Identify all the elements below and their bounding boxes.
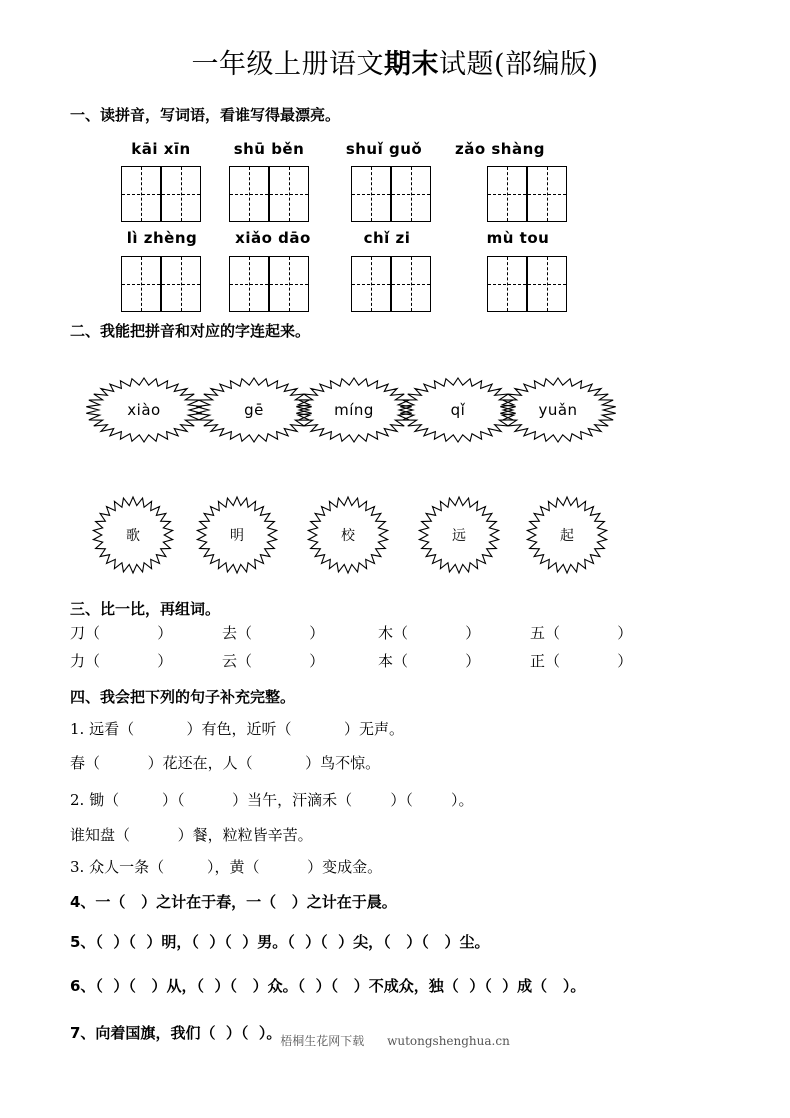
writing-grid[interactable]: [351, 256, 431, 312]
writing-grid-row-2: [0, 256, 790, 316]
writing-grid-cell[interactable]: [487, 256, 527, 312]
compare-item[interactable]: 五（ ）: [530, 624, 633, 642]
compare-item[interactable]: 去（ ）: [222, 624, 325, 642]
fill-blank-line-2[interactable]: 2. 锄（ ）（ ）当午，汗滴禾（ ）（ ）。: [70, 791, 474, 809]
pinyin-label: mù tou: [486, 229, 550, 247]
section-three-heading: 三、比一比，再组词。: [70, 600, 221, 618]
pinyin-bubble-label: xiào: [127, 401, 161, 419]
writing-grid-cell[interactable]: [121, 166, 161, 222]
page-title-suffix: 试题(部编版): [438, 49, 599, 80]
compare-item[interactable]: 刀（ ）: [70, 624, 173, 642]
writing-grid-cell[interactable]: [527, 166, 567, 222]
fill-blank-line-1[interactable]: 1. 远看（ ）有色，近听（ ）无声。: [70, 720, 404, 738]
page-title-prefix: 一年级上册语文: [191, 49, 384, 80]
writing-grid[interactable]: [487, 256, 567, 312]
char-bubble-xiao[interactable]: [303, 492, 393, 578]
section-four-heading: 四、我会把下列的句子补充完整。: [70, 688, 296, 706]
compare-item[interactable]: 正（ ）: [530, 652, 633, 670]
writing-grid-row-1: [0, 166, 790, 226]
pinyin-label: kāi xīn: [131, 140, 191, 158]
fill-blank-line-6[interactable]: 6、（ ）（ ）从，（ ）（ ）众。（ ）（ ）不成众，独（ ）（ ）成（ ）。: [70, 977, 586, 995]
char-bubble-label: 起: [560, 528, 574, 544]
writing-grid[interactable]: [487, 166, 567, 222]
pinyin-label: xiǎo dāo: [235, 229, 311, 247]
footer-watermark: 梧桐生花网下载 wutongshenghua.cn: [280, 1034, 510, 1048]
section-one-heading: 一、读拼音，写词语，看谁写得最漂亮。: [70, 106, 341, 124]
char-bubble-label: 歌: [126, 528, 140, 544]
writing-grid-cell[interactable]: [161, 166, 201, 222]
pinyin-label: shū běn: [233, 140, 305, 158]
pinyin-label: zǎo shàng: [454, 140, 546, 158]
compare-item[interactable]: 木（ ）: [378, 624, 481, 642]
writing-grid[interactable]: [351, 166, 431, 222]
char-bubble-label: 远: [452, 528, 466, 544]
writing-grid-cell[interactable]: [527, 256, 567, 312]
char-bubble-label: 校: [341, 528, 355, 544]
fill-blank-line-2b[interactable]: 谁知盘（ ）餐，粒粒皆辛苦。: [70, 826, 313, 844]
char-bubble-qi[interactable]: [522, 492, 612, 578]
fill-blank-line-5[interactable]: 5、（ ）（ ）明，（ ）（ ）男。（ ）（ ）尖，（ ）（ ）尘。: [70, 933, 490, 951]
writing-grid-cell[interactable]: [391, 256, 431, 312]
pinyin-bubble-label: qǐ: [450, 401, 466, 419]
compare-row-1: [70, 622, 730, 646]
fill-blank-line-1b[interactable]: 春（ ）花还在，人（ ）鸟不惊。: [70, 754, 381, 772]
pinyin-label: chǐ zi: [363, 229, 411, 247]
pinyin-row-2: [0, 229, 790, 251]
pinyin-row-1: [0, 140, 790, 162]
compare-item[interactable]: 云（ ）: [222, 652, 325, 670]
fill-blank-line-4[interactable]: 4、一（ ）之计在于春，一（ ）之计在于晨。: [70, 893, 397, 911]
pinyin-bubble-label: míng: [334, 401, 374, 419]
writing-grid[interactable]: [229, 166, 309, 222]
pinyin-label: shuǐ guǒ: [345, 140, 423, 158]
fill-blank-line-7[interactable]: 7、向着国旗，我们（ ）（ ）。: [70, 1024, 282, 1042]
page-title: [0, 42, 790, 81]
writing-grid-cell[interactable]: [229, 256, 269, 312]
compare-item[interactable]: 力（ ）: [70, 652, 173, 670]
char-bubble-label: 明: [230, 528, 244, 544]
section-two-heading: 二、我能把拼音和对应的字连起来。: [70, 322, 311, 340]
char-bubble-ming[interactable]: [192, 492, 282, 578]
char-bubble-yuan[interactable]: [414, 492, 504, 578]
compare-item[interactable]: 本（ ）: [378, 652, 481, 670]
pinyin-label: lì zhèng: [126, 229, 198, 247]
fill-blank-line-3[interactable]: 3. 众人一条（ ），黄（ ）变成金。: [70, 858, 383, 876]
writing-grid-cell[interactable]: [229, 166, 269, 222]
page-title-bold: 期末: [383, 49, 439, 80]
writing-grid-cell[interactable]: [161, 256, 201, 312]
writing-grid-cell[interactable]: [121, 256, 161, 312]
writing-grid-cell[interactable]: [391, 166, 431, 222]
writing-grid-cell[interactable]: [269, 166, 309, 222]
pinyin-bubble-label: yuǎn: [538, 401, 578, 419]
writing-grid-cell[interactable]: [351, 166, 391, 222]
writing-grid[interactable]: [121, 166, 201, 222]
writing-grid[interactable]: [121, 256, 201, 312]
writing-grid-cell[interactable]: [269, 256, 309, 312]
char-bubble-ge[interactable]: [88, 492, 178, 578]
pinyin-bubble-yuan[interactable]: [492, 372, 624, 448]
pinyin-bubble-label: gē: [244, 401, 264, 419]
writing-grid-cell[interactable]: [351, 256, 391, 312]
compare-row-2: [70, 650, 730, 674]
writing-grid[interactable]: [229, 256, 309, 312]
writing-grid-cell[interactable]: [487, 166, 527, 222]
